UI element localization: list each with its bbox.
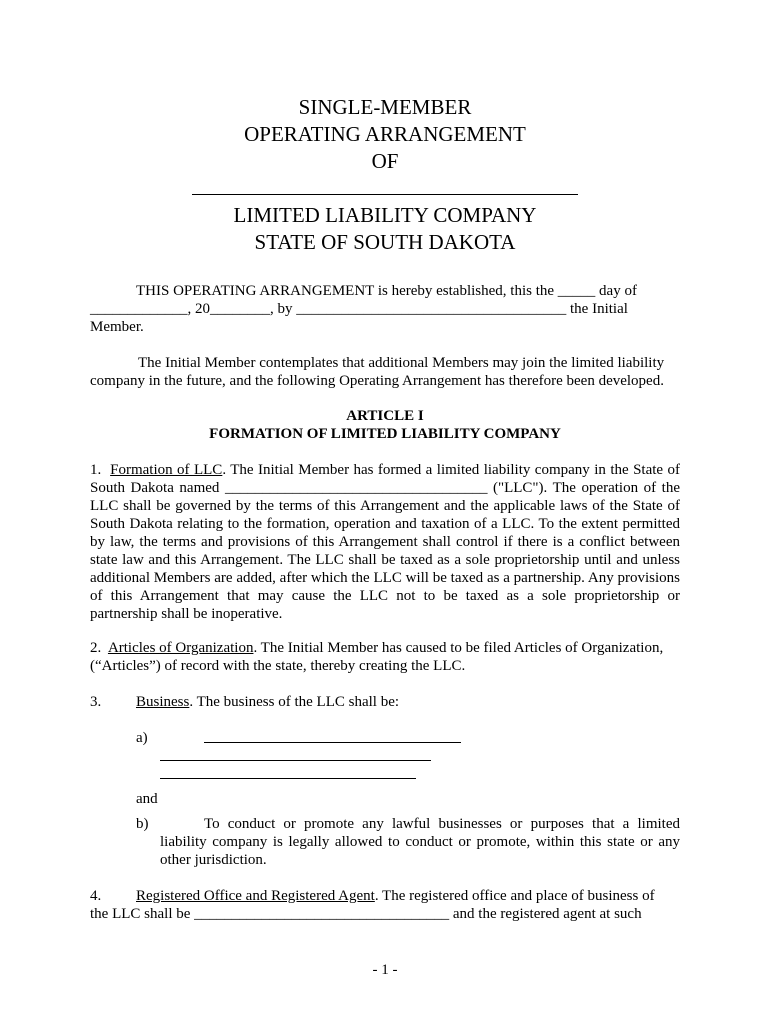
article-heading: ARTICLE I: [346, 408, 424, 424]
item-b-line-1: To conduct or promote any lawful businesses or purposes that a limited: [204, 816, 680, 832]
section-2-line-1: [90, 639, 680, 657]
section-2-line-2: (“Articles”) of record with the state, thereby creating the LLC.: [90, 658, 466, 674]
section-2-number: 2.: [90, 640, 102, 656]
section-1-title: Formation of LLC: [110, 462, 223, 478]
title-line-3: OF: [371, 149, 399, 173]
title-line-1: SINGLE-MEMBER: [298, 95, 472, 119]
section-3-title: Business: [136, 694, 190, 710]
section-2-text: . The Initial Member has caused to be filed Articles of Organization,: [253, 640, 664, 656]
item-b-label: b): [136, 816, 149, 832]
item-a-label: a): [136, 730, 148, 746]
section-3-number: 3.: [90, 694, 102, 710]
section-1-number: 1.: [90, 462, 102, 478]
and-text: and: [136, 791, 158, 807]
item-b-line-2: liability company is legally allowed to conduct or promote, within this state or any: [160, 834, 680, 850]
item-a-blank-2: [160, 760, 431, 761]
contemplates-line-2: company in the future, and the following Operating Arrangement has therefore been developed.: [90, 373, 664, 389]
section-3-line: [136, 693, 680, 711]
title-line-5: STATE OF SOUTH DAKOTA: [254, 230, 516, 254]
intro-line-2: _____________, 20________, by ____________________________________ the Initial: [90, 301, 628, 317]
section-4-line-1: [136, 887, 680, 905]
intro-line-1: THIS OPERATING ARRANGEMENT is hereby established, this the _____ day of: [136, 283, 637, 299]
contemplates-line-1: The Initial Member contemplates that additional Members may join the limited liability: [138, 355, 665, 371]
section-4-number: 4.: [90, 888, 102, 904]
intro-line-3: Member.: [90, 319, 144, 335]
page-number: - 1 -: [372, 962, 398, 978]
section-4-text: . The registered office and place of business of: [374, 888, 655, 904]
company-name-blank: [192, 194, 578, 195]
section-4-line-2: the LLC shall be __________________________________ and the registered agent at such: [90, 906, 642, 922]
section-3-text: . The business of the LLC shall be:: [189, 694, 400, 710]
section-1-text: . The Initial Member has formed a limited liability company in the State of South Dakota named ___________________________________ ("LLC"). The operation of the LLC shall be governed by the terms of this Arrangement and the applicable laws of the State of South Dakota relating to the formation, operation and taxation of a LLC. To the extent permitted by law, the terms and provisions of this Arrangement shall control if there is a conflict between state law and this Arrangement. The LLC shall be taxed as a sole proprietorship until and unless additional Members are added, after which the LLC will be taxed as a partnership. Any provisions of this Arrangement that may cause the LLC not to be taxed as a sole proprietorship or partnership shall be inoperative.: [90, 462, 681, 622]
item-a-blank-1: [204, 742, 461, 743]
title-line-4: LIMITED LIABILITY COMPANY: [233, 203, 537, 227]
section-4-title: Registered Office and Registered Agent: [136, 888, 375, 904]
section-1-paragraph: [90, 461, 680, 623]
section-2-title: Articles of Organization: [107, 640, 254, 656]
title-line-2: OPERATING ARRANGEMENT: [244, 122, 526, 146]
item-a-blank-3: [160, 778, 416, 779]
item-b-line-3: other jurisdiction.: [160, 852, 267, 868]
article-subheading: FORMATION OF LIMITED LIABILITY COMPANY: [209, 426, 561, 442]
